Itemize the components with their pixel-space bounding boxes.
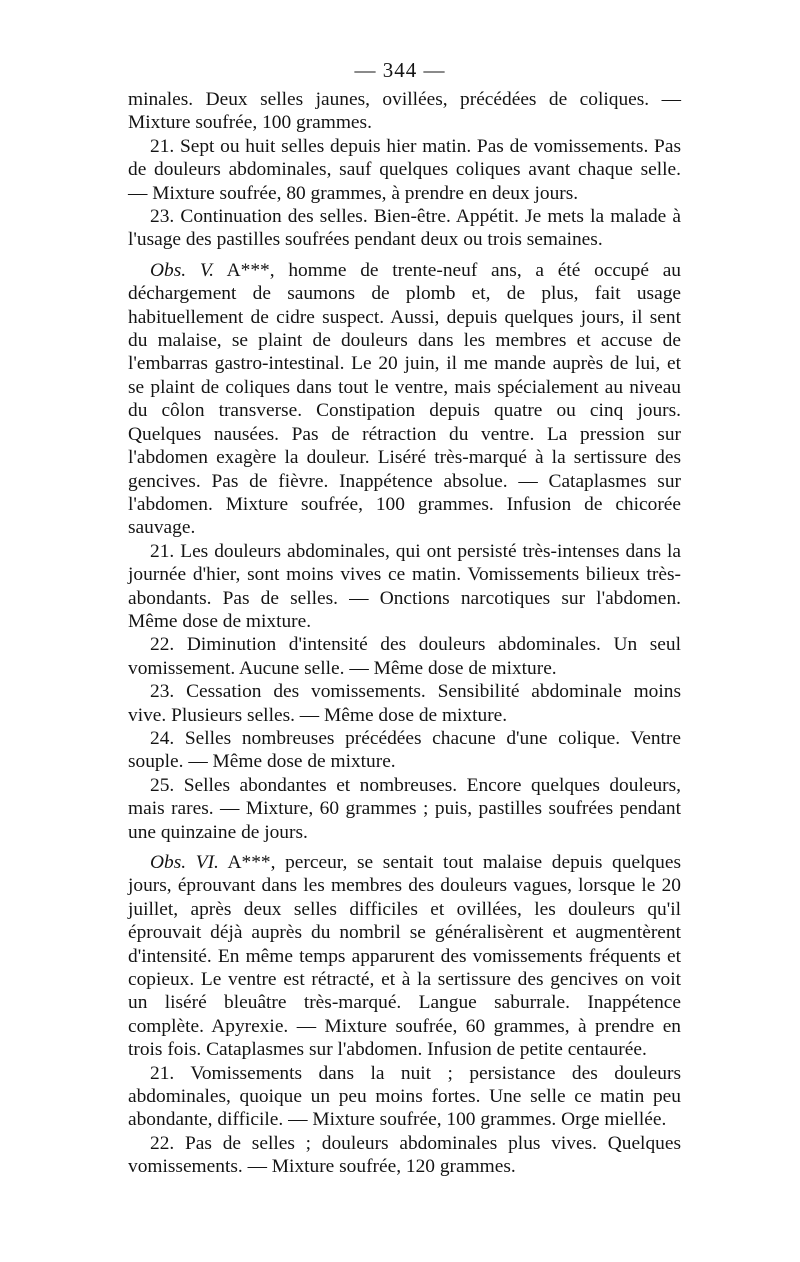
paragraph: 23. Continuation des selles. Bien-être. Appétit. Je mets la malade à l'usage des pastilles soufrées pendant deux ou trois semaines. xyxy=(128,206,681,251)
paragraph: 21. Vomissements dans la nuit ; persistance des douleurs abdominales, quoique un peu moins fortes. Une selle ce matin peu abondante, difficile. — Mixture soufrée, 100 grammes. Orge miellée. xyxy=(128,1062,681,1131)
observation-label: Obs. VI. xyxy=(150,852,219,873)
observation-text: A***, homme de trente-neuf ans, a été occupé au déchargement de saumons de plomb et, de plus, fait usage habituellement de cidre suspect. Aussi, depuis quelques jours, il sent du malaise, se plaint de douleurs dans les membres et accuse de l'embarras gastro-intestinal. Le 20 juin, il me mande auprès de lui, et se plaint de coliques dans tout le ventre, mais spécialement au niveau du côlon transverse. Constipation depuis quatre ou cinq jours. Quelques nausées. Pas de rétraction du ventre. La pression sur l'abdomen exagère la douleur. Liséré très-marqué à la sertissure des gencives. Pas de fièvre. Inappétence absolue. — Cataplasmes sur l'abdomen. Mixture soufrée, 100 grammes. Infusion de chicorée sauvage. xyxy=(128,259,681,539)
paragraph: 23. Cessation des vomissements. Sensibilité abdominale moins vive. Plusieurs selles. — Même dose de mixture. xyxy=(128,681,681,726)
body-text xyxy=(128,88,681,1179)
observation-label: Obs. V. xyxy=(150,259,215,281)
paragraph: minales. Deux selles jaunes, ovillées, précédées de coliques. — Mixture soufrée, 100 grammes. xyxy=(128,89,681,134)
paragraph: 21. Les douleurs abdominales, qui ont persisté très-intenses dans la journée d'hier, sont moins vives ce matin. Vomissements bilieux très-abondants. Pas de selles. — Onctions narcotiques sur l'abdomen. Même dose de mixture. xyxy=(128,540,681,632)
paragraph: 24. Selles nombreuses précédées chacune d'une colique. Ventre souple. — Même dose de mixture. xyxy=(128,727,681,773)
paragraph: 21. Sept ou huit selles depuis hier matin. Pas de vomissements. Pas de douleurs abdominales, sauf quelques coliques avant chaque selle. — Mixture soufrée, 80 grammes, à prendre en deux jours. xyxy=(128,135,681,204)
paragraph: 22. Diminution d'intensité des douleurs abdominales. Un seul vomissement. Aucune selle. — Même dose de mixture. xyxy=(128,634,681,679)
paragraph: 22. Pas de selles ; douleurs abdominales plus vives. Quelques vomissements. — Mixture soufrée, 120 grammes. xyxy=(128,1132,681,1178)
page-number: — 344 — xyxy=(354,58,446,82)
observation-paragraph xyxy=(128,851,681,1062)
paragraph: 25. Selles abondantes et nombreuses. Encore quelques douleurs, mais rares. — Mixture, 60 grammes ; puis, pastilles soufrées pendant une quinzaine de jours. xyxy=(128,774,681,843)
observation-paragraph xyxy=(128,259,681,540)
observation-text: A***, perceur, se sentait tout malaise depuis quelques jours, éprouvant dans les membres des douleurs vagues, lorsque le 20 juillet, après deux selles difficiles et ovillées, les douleurs qu'il éprouvait déjà auprès du nombril se généralisèrent et augmentèrent d'intensité. En même temps apparurent des vomissements fréquents et copieux. Le ventre est rétracté, et à la sertissure des gencives on voit un liséré bleuâtre très-marqué. Langue saburrale. Inappétence complète. Apyrexie. — Mixture soufrée, 60 grammes, à prendre en trois fois. Cataplasmes sur l'abdomen. Infusion de petite centaurée. xyxy=(128,852,681,1061)
